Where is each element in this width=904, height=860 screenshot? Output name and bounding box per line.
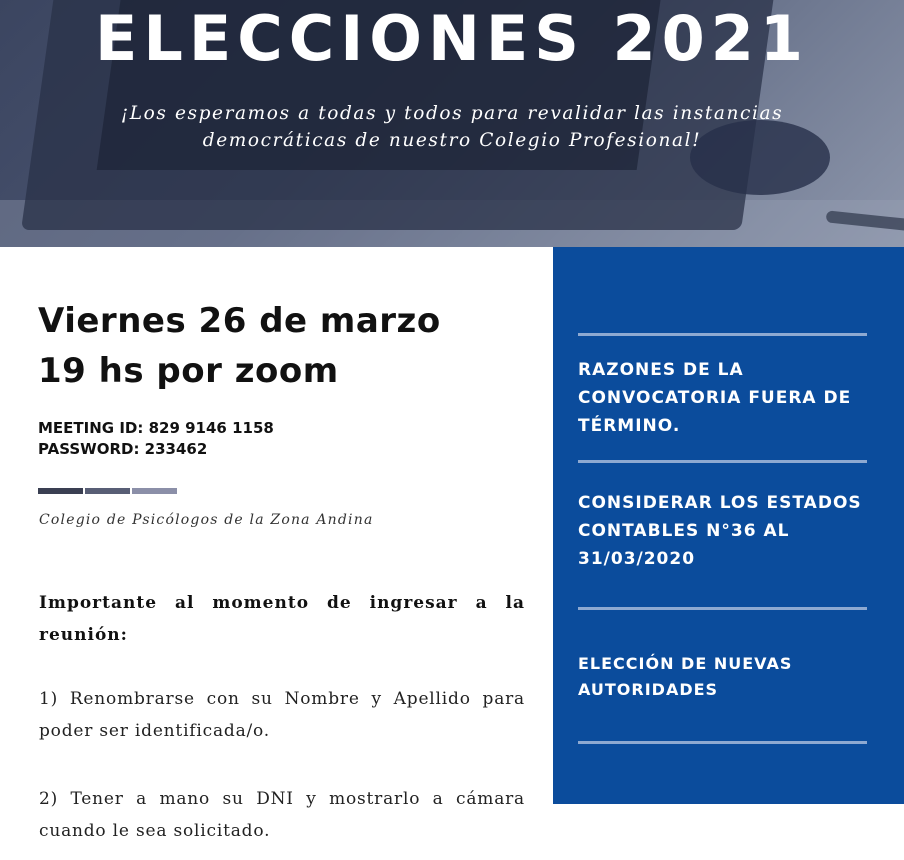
divider-segment <box>132 488 177 494</box>
instruction-step-1: 1) Renombrarse con su Nombre y Apellido para poder ser identificada/o. <box>39 689 525 741</box>
event-date-day: Viernes 26 de marzo <box>38 301 441 341</box>
agenda-panel <box>553 247 904 804</box>
page-title: ELECCIONES 2021 <box>94 2 810 75</box>
instructions-heading: Importante al momento de ingresar a la reunión: <box>39 593 525 645</box>
divider-segment <box>85 488 130 494</box>
agenda-item-1: RAZONES DE LA CONVOCATORIA FUERA DE TÉRMINO. <box>578 360 852 436</box>
agenda-divider <box>578 333 867 336</box>
divider-segment <box>38 488 83 494</box>
organization-name: Colegio de Psicólogos de la Zona Andina <box>39 512 374 528</box>
event-time: 19 hs por zoom <box>38 351 339 391</box>
meeting-password: PASSWORD: 233462 <box>38 440 208 458</box>
meeting-id: MEETING ID: 829 9146 1158 <box>38 419 274 437</box>
agenda-divider <box>578 741 867 744</box>
decorative-divider <box>38 488 178 494</box>
agenda-item-2: CONSIDERAR LOS ESTADOS CONTABLES N°36 AL 31/03/2020 <box>578 493 862 569</box>
banner-subtitle: ¡Los esperamos a todas y todos para revalidar las instancias democráticas de nuestro Colegio Profesional! <box>120 103 784 151</box>
agenda-divider <box>578 607 867 610</box>
header-banner <box>0 0 904 247</box>
instruction-step-2: 2) Tener a mano su DNI y mostrarlo a cámara cuando le sea solicitado. <box>39 789 525 841</box>
event-date <box>38 296 441 396</box>
agenda-item-3: ELECCIÓN DE NUEVAS AUTORIDADES <box>578 654 793 699</box>
agenda-divider <box>578 460 867 463</box>
meeting-credentials <box>38 418 274 460</box>
